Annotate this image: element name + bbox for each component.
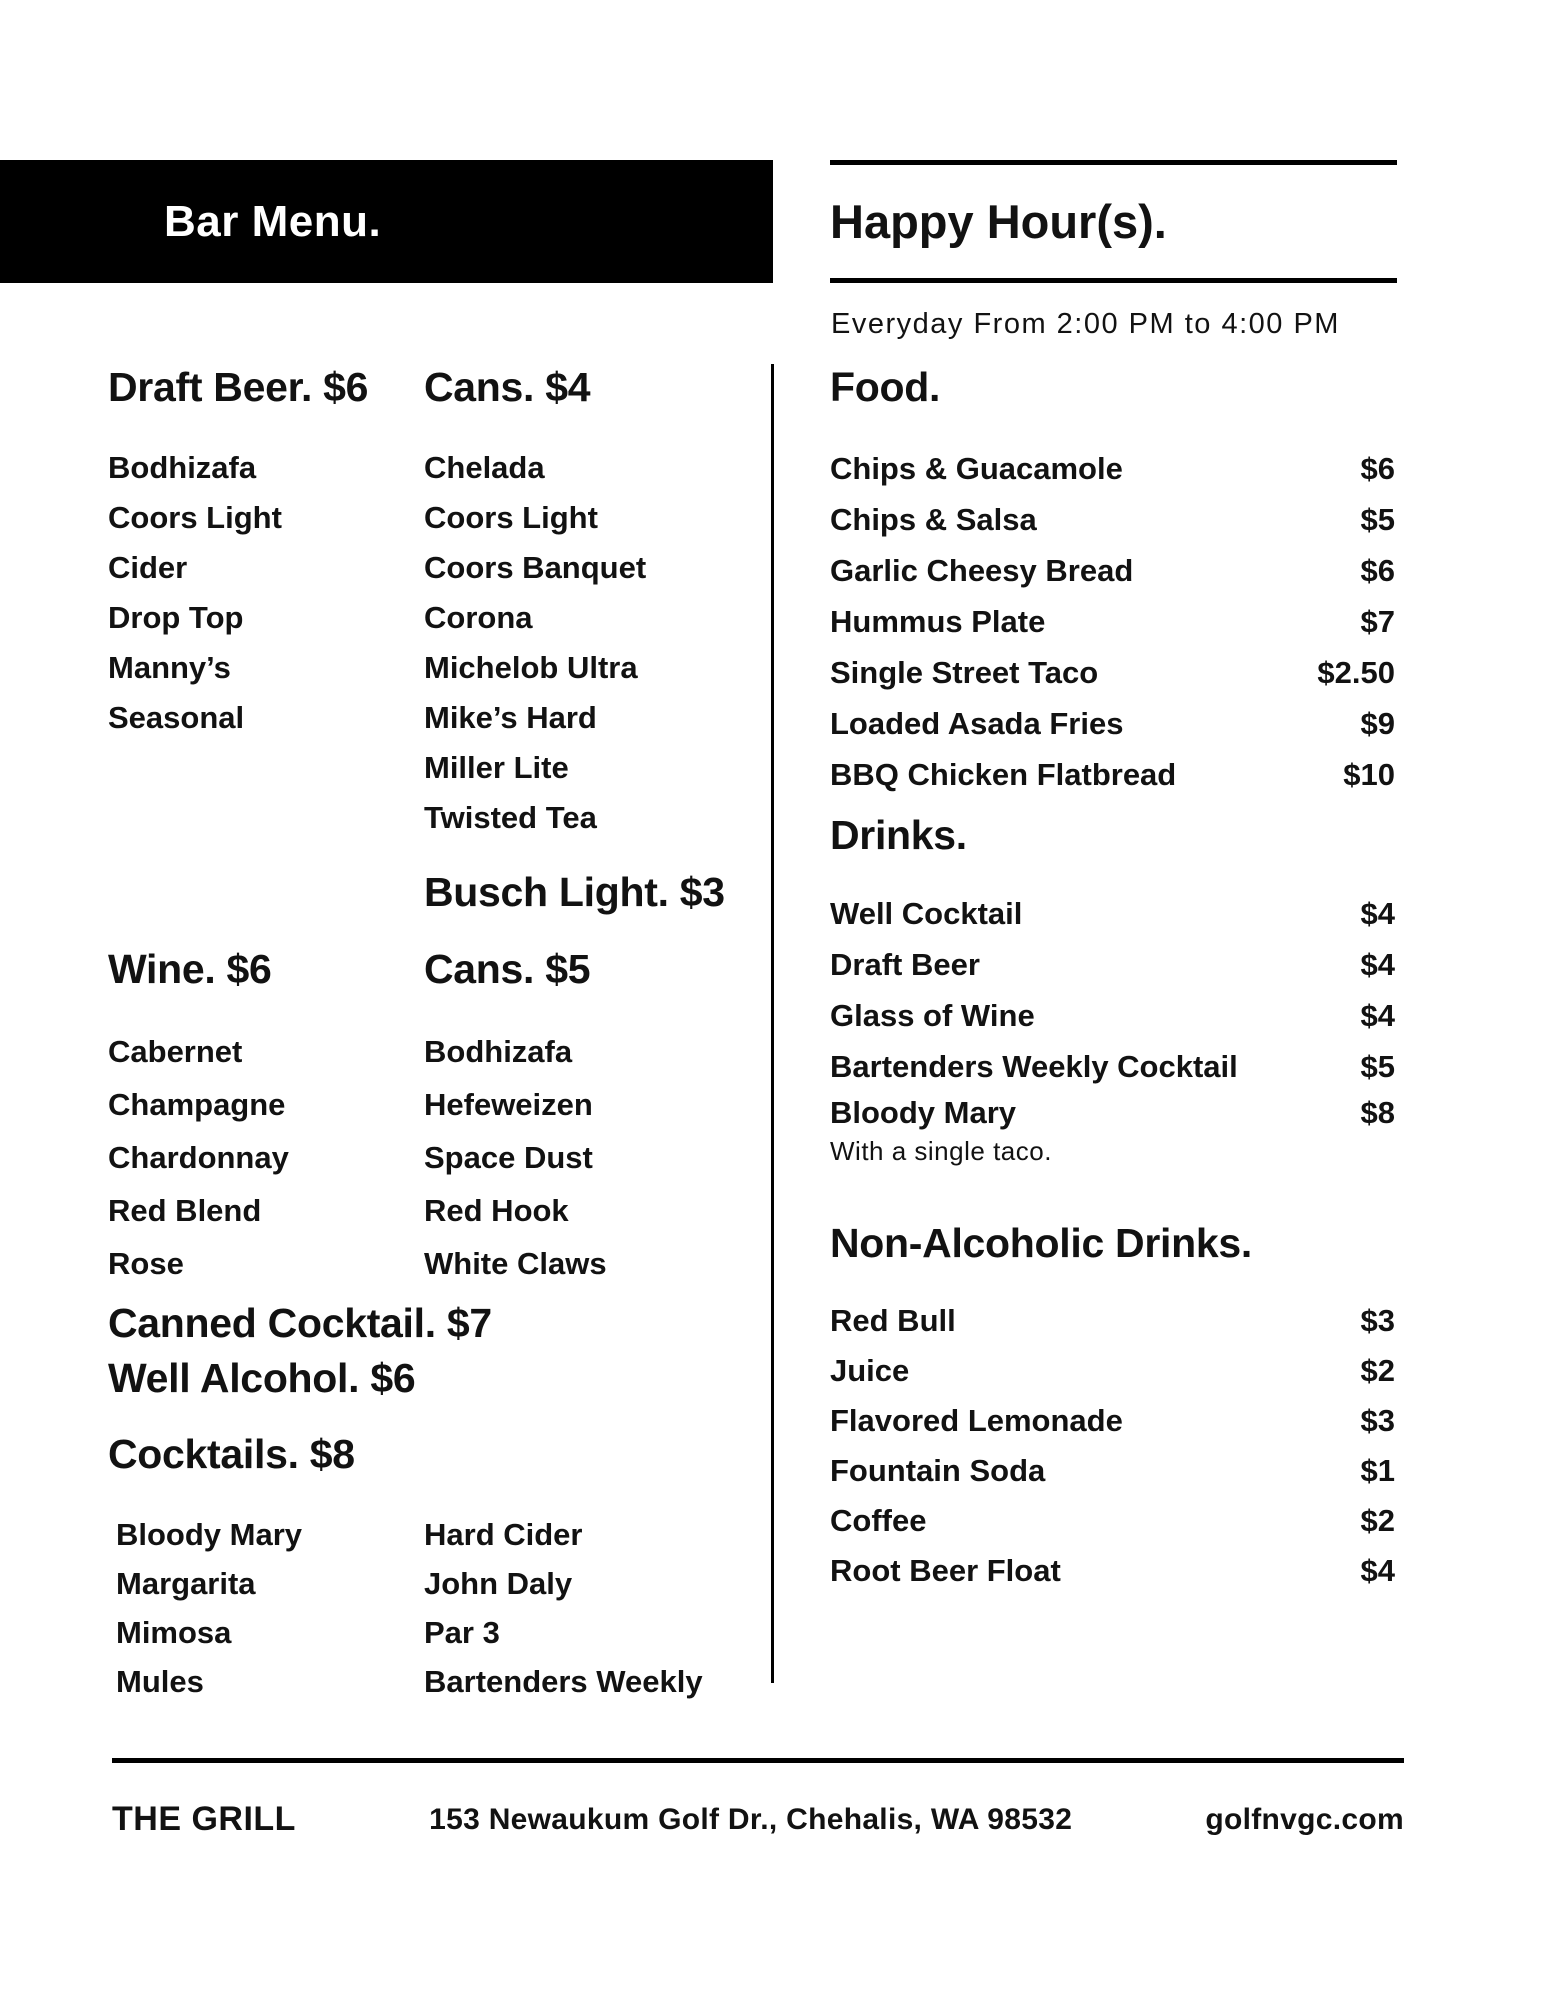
draft-beer-group — [108, 366, 424, 743]
list-item: Hard Cider — [424, 1516, 583, 1552]
list-item: Coors Light — [424, 500, 598, 535]
item-price: $3 — [1360, 1403, 1395, 1438]
menu-item — [830, 494, 1395, 545]
item-price: $4 — [1360, 1553, 1395, 1588]
item-price: $2 — [1360, 1503, 1395, 1538]
list-item: Red Hook — [424, 1192, 569, 1228]
menu-item — [830, 990, 1395, 1041]
wine-list — [108, 1025, 424, 1290]
drinks-heading: Drinks. — [830, 812, 967, 858]
list-item: Champagne — [108, 1086, 286, 1122]
wine-section — [108, 948, 670, 1290]
bar-menu-title: Bar Menu. — [164, 196, 382, 246]
list-item: Chelada — [424, 450, 545, 485]
menu-item — [830, 1446, 1395, 1496]
item-name: Single Street Taco — [830, 654, 1099, 690]
item-name: Coffee — [830, 1503, 927, 1538]
list-item: Rose — [108, 1245, 184, 1281]
item-name: Loaded Asada Fries — [830, 705, 1124, 741]
item-name: Red Bull — [830, 1303, 956, 1338]
item-price: $2 — [1360, 1353, 1395, 1388]
menu-item — [830, 1296, 1395, 1346]
menu-item — [830, 596, 1395, 647]
bar-menu-column — [108, 364, 725, 1706]
list-item: Par 3 — [424, 1614, 500, 1650]
happy-hour-header — [830, 160, 1397, 283]
well-alcohol-heading: Well Alcohol. $6 — [108, 1355, 416, 1401]
list-item: Mike’s Hard — [424, 700, 597, 735]
item-price: $7 — [1360, 603, 1395, 639]
item-price: $6 — [1360, 450, 1395, 486]
cans5-heading: Cans. $5 — [424, 946, 591, 992]
food-list — [830, 443, 1395, 800]
menu-item — [830, 647, 1395, 698]
non-alcoholic-list — [830, 1296, 1395, 1596]
footer-rule — [112, 1758, 1404, 1763]
list-item: Bodhizafa — [108, 450, 257, 485]
cocktails-heading: Cocktails. $8 — [108, 1431, 355, 1477]
non-alcoholic-heading: Non-Alcoholic Drinks. — [830, 1220, 1252, 1266]
item-price: $4 — [1360, 997, 1395, 1033]
menu-item — [830, 939, 1395, 990]
menu-item — [830, 749, 1395, 800]
footer — [112, 1800, 1404, 1839]
item-with-note — [830, 1092, 1052, 1168]
happy-hour-column — [830, 366, 1395, 1596]
list-item: Bloody Mary — [116, 1516, 303, 1552]
canned-well-section — [108, 1296, 670, 1406]
list-item: Bartenders Weekly — [424, 1663, 703, 1699]
list-item: Coors Light — [108, 500, 282, 535]
item-name: Garlic Cheesy Bread — [830, 552, 1134, 588]
happy-hour-subtitle: Everyday From 2:00 PM to 4:00 PM — [831, 308, 1340, 340]
list-item: Mules — [116, 1663, 204, 1699]
busch-light-heading: Busch Light. $3 — [424, 869, 725, 915]
cans4-group — [424, 366, 725, 916]
beer-section — [108, 364, 725, 916]
item-name: Flavored Lemonade — [830, 1403, 1123, 1438]
footer-brand: THE GRILL — [112, 1800, 296, 1838]
item-price: $5 — [1360, 1048, 1395, 1084]
item-price: $6 — [1360, 552, 1395, 588]
draft-beer-list — [108, 443, 424, 743]
list-item: Cider — [108, 550, 188, 585]
item-name: Glass of Wine — [830, 997, 1035, 1033]
draft-beer-heading: Draft Beer. $6 — [108, 364, 369, 410]
item-name: Draft Beer — [830, 946, 980, 982]
item-name: Hummus Plate — [830, 603, 1046, 639]
menu-item — [830, 443, 1395, 494]
item-name: Chips & Guacamole — [830, 450, 1123, 486]
cocktails-list-2 — [424, 1510, 703, 1706]
menu-item — [830, 545, 1395, 596]
item-price: $9 — [1360, 705, 1395, 741]
menu-item — [830, 1546, 1395, 1596]
item-note: With a single taco. — [830, 1136, 1052, 1166]
item-price: $8 — [1360, 1095, 1395, 1130]
menu-item — [830, 698, 1395, 749]
happy-hour-title: Happy Hour(s). — [830, 195, 1167, 248]
list-item: Michelob Ultra — [424, 650, 638, 685]
cans5-list — [424, 1025, 670, 1290]
cans4-list — [424, 443, 725, 843]
menu-item — [830, 888, 1395, 939]
list-item: Miller Lite — [424, 750, 569, 785]
list-item: Drop Top — [108, 600, 244, 635]
menu-item-bloody-mary — [830, 1092, 1395, 1168]
menu-item — [830, 1346, 1395, 1396]
menu-item — [830, 1496, 1395, 1546]
item-price: $5 — [1360, 501, 1395, 537]
item-name: Bloody Mary — [830, 1095, 1017, 1130]
list-item: Coors Banquet — [424, 550, 647, 585]
drinks-list — [830, 888, 1395, 1168]
item-name: Bartenders Weekly Cocktail — [830, 1048, 1238, 1084]
list-item: Hefeweizen — [424, 1086, 593, 1122]
item-name: Well Cocktail — [830, 895, 1023, 931]
item-price: $10 — [1343, 756, 1395, 792]
list-item: White Claws — [424, 1245, 607, 1281]
food-heading: Food. — [830, 364, 941, 410]
list-item: Twisted Tea — [424, 800, 597, 835]
list-item: Space Dust — [424, 1139, 593, 1175]
list-item: Manny’s — [108, 650, 231, 685]
list-item: Chardonnay — [108, 1139, 289, 1175]
list-item: Bodhizafa — [424, 1033, 573, 1069]
menu-item — [830, 1041, 1395, 1092]
cans4-heading: Cans. $4 — [424, 364, 591, 410]
wine-heading: Wine. $6 — [108, 946, 272, 992]
column-divider — [771, 364, 774, 1683]
item-name: Chips & Salsa — [830, 501, 1037, 537]
list-item: Red Blend — [108, 1192, 262, 1228]
item-name: BBQ Chicken Flatbread — [830, 756, 1177, 792]
list-item: John Daly — [424, 1565, 573, 1601]
item-price: $4 — [1360, 946, 1395, 982]
list-item: Margarita — [116, 1565, 256, 1601]
item-name: Fountain Soda — [830, 1453, 1046, 1488]
item-name: Juice — [830, 1353, 910, 1388]
cocktails-list-1 — [108, 1510, 424, 1706]
canned-cocktail-heading: Canned Cocktail. $7 — [108, 1300, 492, 1346]
menu-item — [830, 1396, 1395, 1446]
cocktails-section — [108, 1476, 703, 1706]
wine-group — [108, 948, 424, 1290]
list-item: Corona — [424, 600, 533, 635]
cans5-group — [424, 948, 670, 1290]
footer-website: golfnvgc.com — [1205, 1802, 1404, 1836]
item-price: $3 — [1360, 1303, 1395, 1338]
bar-menu-banner — [0, 160, 773, 283]
item-price: $4 — [1360, 895, 1395, 931]
list-item: Seasonal — [108, 700, 245, 735]
footer-address: 153 Newaukum Golf Dr., Chehalis, WA 98532 — [429, 1802, 1073, 1836]
list-item: Cabernet — [108, 1033, 243, 1069]
item-price: $2.50 — [1317, 654, 1395, 690]
list-item: Mimosa — [116, 1614, 232, 1650]
item-name: Root Beer Float — [830, 1553, 1061, 1588]
item-price: $1 — [1360, 1453, 1395, 1488]
